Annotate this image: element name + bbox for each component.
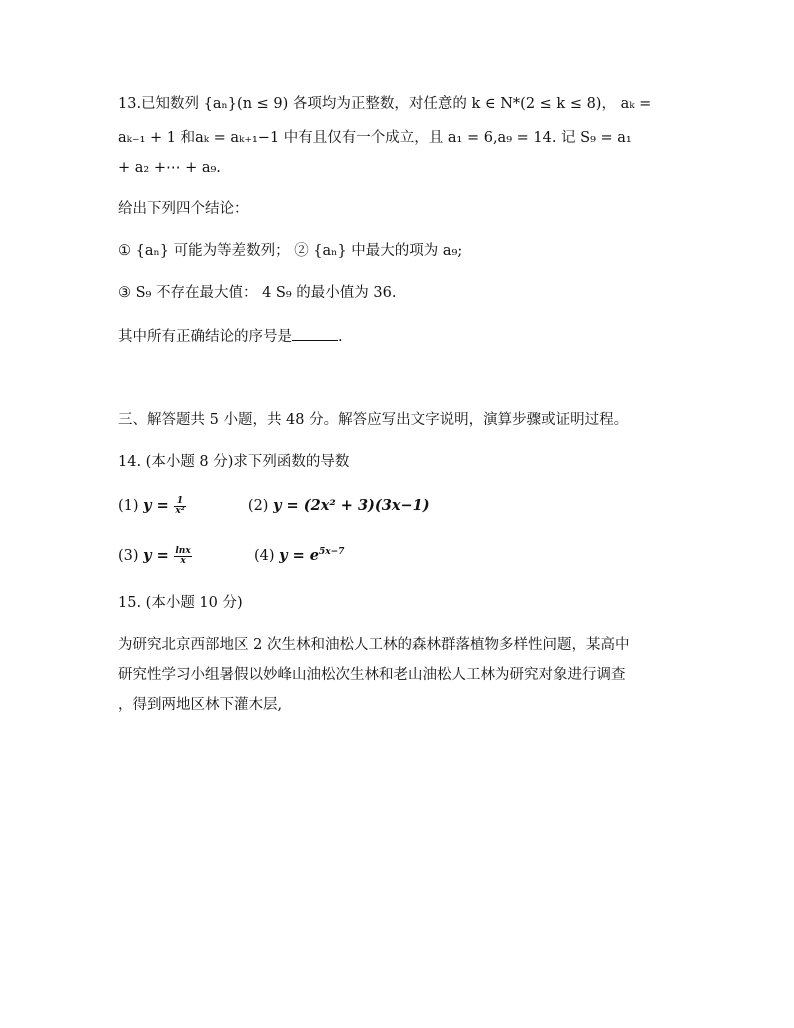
q13-conclusions-3-4: ③ S₉ 不存在最大值： 4 S₉ 的最小值为 36.	[118, 285, 397, 301]
q14-part-1-lhs: y =	[143, 497, 169, 514]
q13-question-text: 其中所有正确结论的序号是	[118, 329, 292, 345]
section-3-heading: 三、解答题共 5 小题，共 48 分。解答应写出文字说明，演算步骤或证明过程。	[118, 412, 629, 428]
q13-question-end: .	[338, 329, 343, 345]
q14-part-1-label: (1)	[118, 498, 139, 514]
q13-line-2: aₖ₋₁ + 1 和aₖ = aₖ₊₁−1 中有且仅有一个成立，且 a₁ = 6,a₉ = 14. 记 S₉ = a₁	[118, 130, 632, 146]
q15-line-1: 为研究北京西部地区 2 次生林和油松人工林的森林群落植物多样性问题，某高中	[118, 637, 630, 653]
q15-line-2: 研究性学习小组暑假以妙峰山油松次生林和老山油松人工林为研究对象进行调查	[118, 667, 626, 683]
q14-title: 14. (本小题 8 分)求下列函数的导数	[118, 454, 350, 470]
q14-part-1-fraction	[174, 497, 185, 516]
q14-part-2-label: (2)	[247, 498, 269, 514]
q14-part-4-expression: y = e	[279, 547, 319, 564]
q14-part-3-denominator: x	[180, 555, 186, 566]
q13-question	[118, 326, 343, 347]
q14-part-4-label: (4)	[253, 548, 275, 564]
q15-title: 15. (本小题 10 分)	[118, 595, 243, 611]
q13-line-1: 13.已知数列 {aₙ}(n ≤ 9) 各项均为正整数，对任意的 k ∈ N*(2 ≤ k ≤ 8)， aₖ =	[118, 96, 652, 112]
q14-part-2-expression: y = (2x² + 3)(3x−1)	[273, 497, 430, 514]
q14-part-3-lhs: y =	[143, 547, 169, 564]
q14-part-3-fraction	[174, 547, 191, 566]
q14-part-3-numerator: lnx	[175, 545, 191, 556]
q13-intro: 给出下列四个结论：	[118, 201, 249, 217]
answer-blank	[292, 326, 338, 341]
q14-part-1-denominator: x²	[175, 505, 185, 516]
q14-row-2	[118, 546, 344, 566]
q14-part-1-numerator: 1	[174, 497, 185, 507]
q14-part-4-exponent: 5x−7	[319, 547, 345, 558]
q14-row-1	[118, 496, 430, 516]
q13-line-3: + a₂ +⋯ + a₉.	[118, 160, 221, 176]
q13-conclusions-1-2: ① {aₙ} 可能为等差数列； ② {aₙ} 中最大的项为 a₉;	[118, 243, 463, 259]
q14-part-3-label: (3)	[118, 548, 139, 564]
q15-line-3: ，得到两地区林下灌木层,	[118, 697, 283, 713]
